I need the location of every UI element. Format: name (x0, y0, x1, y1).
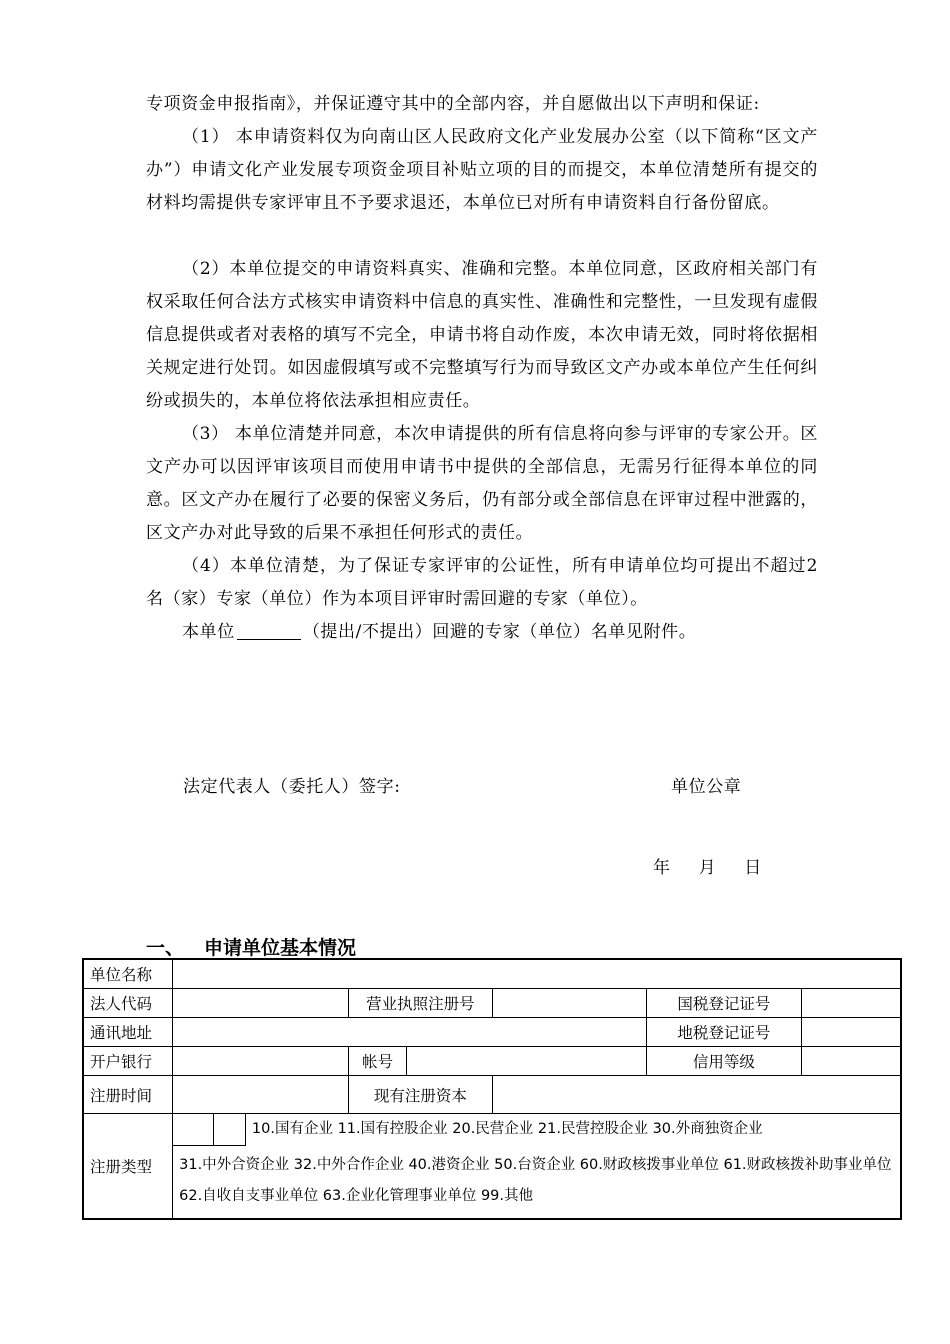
row-unit-name (83, 959, 901, 989)
section-number: 一、 (146, 937, 185, 959)
legal-rep-signature-label: 法定代表人（委托人）签字: (183, 777, 401, 797)
paragraph-clause-1: （1） 本申请资料仅为向南山区人民政府文化产业发展办公室（以下简称“区文产办”）申请文化产业发展专项资金项目补贴立项的目的而提交，本单位清楚所有提交的材料均需提供专家评审且不予要求退还，本单位已对所有申请资料自行备份留底。 (146, 127, 818, 213)
bank-label: 开户银行 (83, 1047, 173, 1076)
avoidance-suffix: （提出/不提出）回避的专家（单位）名单见附件。 (302, 622, 697, 642)
bank-field[interactable] (173, 1047, 349, 1076)
date-month: 月 (698, 858, 717, 878)
row-codes (83, 989, 901, 1018)
local-tax-field[interactable] (801, 1018, 901, 1047)
legal-code-field[interactable] (173, 989, 349, 1018)
business-license-label: 营业执照注册号 (349, 989, 492, 1018)
unit-name-field[interactable] (173, 959, 901, 989)
national-tax-field[interactable] (801, 989, 901, 1018)
applicant-info-table (82, 958, 902, 1220)
row-address (83, 1018, 901, 1047)
reg-time-field[interactable] (173, 1076, 349, 1114)
national-tax-label: 国税登记证号 (646, 989, 801, 1018)
paragraph-intro: 专项资金申报指南》，并保证遵守其中的全部内容，并自愿做出以下声明和保证: (146, 94, 760, 114)
reg-type-box-2[interactable] (214, 1114, 246, 1146)
local-tax-label: 地税登记证号 (646, 1018, 801, 1047)
reg-type-options-line2: 31.中外合资企业 32.中外合作企业 40.港资企业 50.台资企业 60.财政核拨事业单位 61.财政核拨补助事业单位 62.自收自支事业单位 63.企业化管理事业单位 99.其他 (173, 1145, 901, 1219)
current-capital-label: 现有注册资本 (349, 1076, 492, 1114)
date-year: 年 (653, 858, 671, 878)
avoidance-blank[interactable] (237, 621, 301, 640)
account-field[interactable] (407, 1047, 647, 1076)
date-line (653, 853, 790, 878)
row-registration (83, 1076, 901, 1114)
date-day: 日 (744, 858, 762, 878)
section-title: 申请单位基本情况 (204, 937, 357, 959)
unit-name-label: 单位名称 (83, 959, 173, 989)
business-license-field[interactable] (492, 989, 646, 1018)
current-capital-field[interactable] (492, 1076, 901, 1114)
credit-level-label: 信用等级 (646, 1047, 801, 1076)
row-reg-type-top (83, 1114, 901, 1146)
paragraph-avoidance (146, 616, 818, 649)
reg-type-options-line1: 10.国有企业 11.国有控股企业 20.民营企业 21.民营控股企业 30.外商独资企业 (245, 1114, 901, 1146)
unit-seal-label: 单位公章 (671, 777, 742, 797)
address-label: 通讯地址 (83, 1018, 173, 1047)
reg-type-box-1[interactable] (173, 1114, 214, 1146)
reg-time-label: 注册时间 (83, 1076, 173, 1114)
address-field[interactable] (173, 1018, 647, 1047)
paragraph-clause-2: （2）本单位提交的申请资料真实、准确和完整。本单位同意，区政府相关部门有权采取任何合法方式核实申请资料中信息的真实性、准确性和完整性，一旦发现有虚假信息提供或者对表格的填写不完全，申请书将自动作废，本次申请无效，同时将依据相关规定进行处罚。如因虚假填写或不完整填写行为而导致区文产办或本单位产生任何纠纷或损失的，本单位将依法承担相应责任。 (146, 259, 818, 411)
row-bank (83, 1047, 901, 1076)
credit-level-field[interactable] (801, 1047, 901, 1076)
reg-type-label: 注册类型 (83, 1114, 173, 1219)
avoidance-prefix: 本单位 (182, 622, 235, 642)
account-label: 帐号 (349, 1047, 407, 1076)
legal-code-label: 法人代码 (83, 989, 173, 1018)
paragraph-clause-3: （3） 本单位清楚并同意，本次申请提供的所有信息将向参与评审的专家公开。区文产办可以因评审该项目而使用申请书中提供的全部信息，无需另行征得本单位的同意。区文产办在履行了必要的保密义务后，仍有部分或全部信息在评审过程中泄露的，区文产办对此导致的后果不承担任何形式的责任。 (146, 424, 818, 543)
section-heading (146, 933, 356, 960)
paragraph-clause-4: （4）本单位清楚，为了保证专家评审的公证性，所有申请单位均可提出不超过2名（家）专家（单位）作为本项目评审时需回避的专家（单位）。 (146, 556, 818, 609)
row-reg-type-bottom (83, 1145, 901, 1219)
